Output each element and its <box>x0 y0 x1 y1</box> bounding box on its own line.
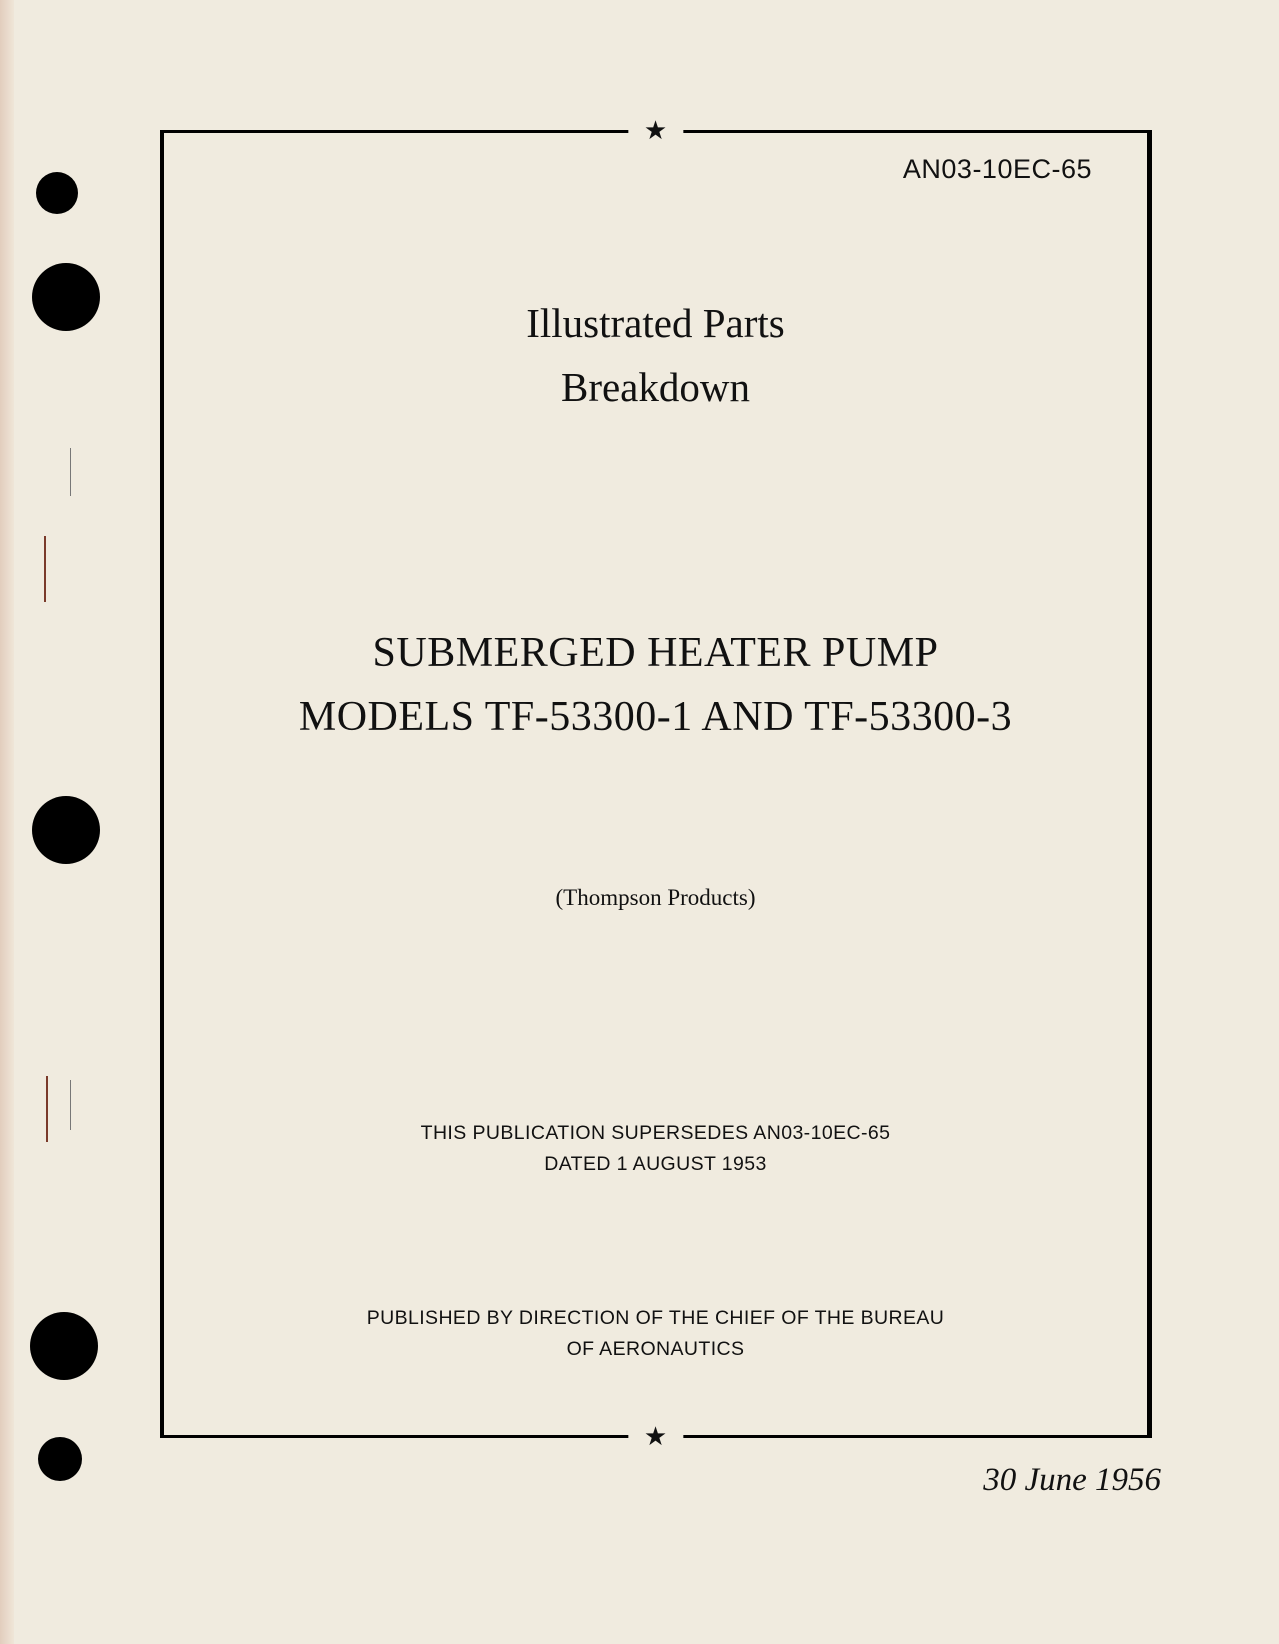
manufacturer: (Thompson Products) <box>555 885 756 910</box>
binder-hole <box>32 796 100 864</box>
scan-mark <box>46 1076 48 1142</box>
supersedes-line: THIS PUBLICATION SUPERSEDES AN03-10EC-65 <box>420 1122 891 1144</box>
binder-hole <box>36 172 78 214</box>
binder-hole <box>38 1437 82 1481</box>
document-title <box>164 291 1147 419</box>
title-line: Breakdown <box>560 364 750 410</box>
publisher-notice <box>164 1303 1147 1365</box>
document-subject <box>164 621 1147 749</box>
subject-line: SUBMERGED HEATER PUMP <box>372 630 939 676</box>
subject-line: MODELS TF-53300-1 AND TF-53300-3 <box>298 694 1013 740</box>
scan-mark <box>44 536 46 602</box>
supersedes-notice <box>164 1118 1147 1180</box>
scan-mark <box>70 1080 71 1130</box>
star-ornament-icon: ★ <box>628 1424 683 1450</box>
binder-hole <box>30 1312 98 1380</box>
title-line: Illustrated Parts <box>526 300 785 346</box>
publisher-line: PUBLISHED BY DIRECTION OF THE CHIEF OF THE BUREAU <box>366 1307 945 1329</box>
supersedes-line: DATED 1 AUGUST 1953 <box>544 1153 767 1175</box>
publication-date: 30 June 1956 <box>983 1462 1161 1498</box>
publisher-line: OF AERONAUTICS <box>566 1338 745 1360</box>
binder-hole <box>32 263 100 331</box>
cover-frame <box>160 116 1152 1452</box>
scan-mark <box>70 448 71 496</box>
document-number: AN03-10EC-65 <box>902 154 1092 184</box>
page-edge <box>0 0 14 1644</box>
star-ornament-icon: ★ <box>628 118 683 144</box>
